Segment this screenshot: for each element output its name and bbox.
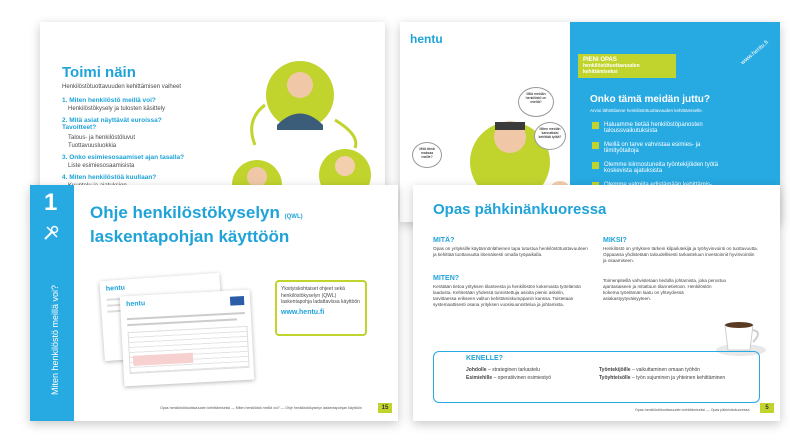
checkbox-icon	[592, 142, 599, 149]
ribbon-link[interactable]: www.hentu.fi	[740, 39, 770, 67]
step-title: 4. Miten henkilöstöä kuullaan?	[62, 174, 157, 181]
title-part: Ohje henkilöstökyselyn	[90, 203, 280, 222]
chapter-side-text: Miten henkilöstö meillä voi?	[50, 284, 60, 396]
badge-line: PIENI OPAS	[583, 57, 617, 63]
section-heading: MITÄ?	[433, 237, 455, 244]
page-ohje	[30, 185, 398, 421]
note-box	[275, 280, 367, 336]
badge-line: kehittämiseksi	[583, 69, 618, 75]
page-title: Opas pähkinänkuoressa	[433, 201, 607, 218]
section-heading: KENELLE?	[466, 355, 503, 362]
title-part: laskentapohjan käyttöön	[90, 227, 290, 246]
hentu-logo: hentu	[105, 284, 126, 293]
tools-icon	[43, 225, 59, 241]
page-number: 5	[760, 403, 774, 413]
page-pahkina	[413, 185, 780, 421]
hentu-logo: hentu	[410, 32, 443, 46]
step-bullet: Tuottavuusluokkia	[68, 143, 117, 149]
step-title: 2. Mitä asiat näyttävät euroissa? Tavoitteet?	[62, 117, 162, 131]
document-thumbnail	[120, 290, 255, 387]
step-bullet: Liste esimiesosaamisista	[68, 163, 135, 169]
checkbox-icon	[592, 162, 599, 169]
step-bullet: Henkilöstökysely ja tulosten käsittely	[68, 106, 166, 112]
section-heading: MIKSI?	[603, 237, 627, 244]
cover-badge	[578, 54, 676, 78]
checkbox-icon	[592, 122, 599, 129]
section-text: Kerätään tietoa yrityksen tilanteesta ja henkilöstön kokemasta työelämän laadusta. Kehitetään yhdessä tunnistettuja asioita pienin askelin, tarvittaessa erikseen valitun kehittämiskumppanin kanssa. Toistetaan systemaattisesti osana yrityksen vuosisuunnittelua ja johtamista.	[433, 284, 582, 307]
check-item: Olemme kiinnostuneita työntekijöiden työtä koskevista ajatuksista	[604, 162, 719, 174]
page-footer: Opas henkilöstötuottavuuden kehittämiseksi — Miten henkilöstö meillä voi? — Ohje henkilöstökyselyn laskentapohjan käyttöön	[160, 406, 362, 410]
kenelle-box	[433, 351, 760, 403]
chapter-number: 1	[44, 189, 58, 216]
page-title: Toimi näin	[62, 64, 136, 81]
step-bullet: Talous- ja henkilöstöluvut	[68, 135, 136, 141]
step-title: 1. Miten henkilöstö meillä voi?	[62, 97, 156, 104]
page-footer: Opas henkilöstötuottavuuden kehittämiseksi — Opas pähkinänkuoressa	[635, 408, 750, 412]
title-sup: (QWL)	[284, 214, 303, 220]
hentu-logo: hentu	[125, 300, 146, 309]
page-subtitle: Henkilöstötuottavuuden kehittämisen vaiheet	[62, 84, 182, 90]
section-text: Opas on yrityksille käytännönläheinen tapa tutustua henkilöstötuottavuuteen ja kehittää tuottavuutta itsenäisesti omalla työpaikalla.	[433, 246, 588, 257]
speech-bubble: Mitä tämä maksaa meille?	[412, 142, 442, 168]
ohje-title	[90, 203, 303, 246]
badge-line: henkilöstötuottavuuden	[583, 63, 640, 69]
audience-item: Esimiehille – operatiivinen esimiestyö	[466, 375, 552, 381]
note-text: Yksityiskohtaiset ohjeet sekä henkilöstökyselyn (QWL) laskentapohja ladattavissa käyttöön	[281, 286, 360, 305]
section-text: Toimenpiteillä vahvistetaan tiedolla johtamista, joka perustuu ajantasaiseen ja mitattuun tilannetietoon. Henkilöstön kokema työelämän laatu on yhteydessä asiakastyytyväisyyteen.	[603, 278, 727, 301]
section-heading: MITEN?	[433, 275, 460, 282]
cover-subheading: Arvioi lähtötilanne henkilöstötuottavuuden kehittämiselle.	[590, 108, 703, 113]
audience-item: Johdolle – strateginen tarkastelu	[466, 367, 540, 373]
speech-bubble: Miten meidän kannattaisi kehittää työtä?	[534, 122, 566, 150]
chapter-sidebar	[30, 185, 74, 421]
page-number: 15	[378, 403, 392, 413]
note-link[interactable]: www.hentu.fi	[281, 308, 325, 316]
check-item: Haluamme tietää henkilöstöpanosten taloussvaikutuksista	[604, 122, 703, 134]
cover-heading: Onko tämä meidän juttu?	[590, 94, 711, 105]
step-title: 3. Onko esimiesosaamiset ajan tasalla?	[62, 154, 185, 161]
audience-item: Työyhteisölle – työn sujuminen ja yhteinen kehittäminen	[599, 375, 726, 381]
section-text: Henkilöstö on yrityksen tärkein kilpailutekijä ja työhyvinvointi on tuottavuutta. Oppaassa yhdistetään taloudellisesti tarkasteluun investoinnit hyvinvointiin ja osaamiseen.	[603, 246, 758, 263]
speech-bubble: Mitä meidän henkilöstö on mieltä?	[518, 87, 554, 117]
check-item: Meillä on tarve vahvistaa esimies- ja tiimityötaitoja	[604, 142, 701, 154]
audience-item: Työntekijöille – vaikuttaminen omaan työhön	[599, 367, 701, 373]
